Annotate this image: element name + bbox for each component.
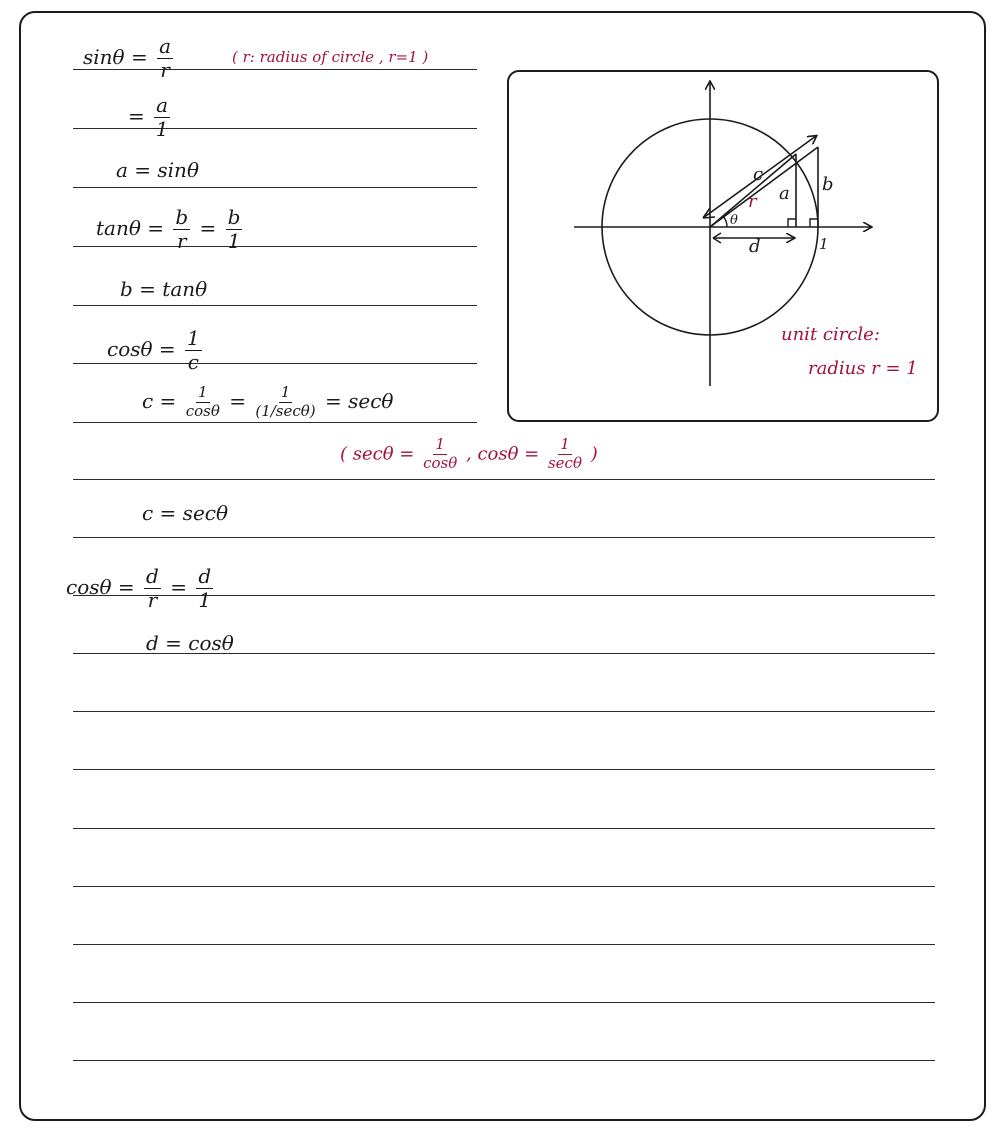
denominator: r [147,588,158,612]
ruled-line [73,537,935,538]
numerator: 1 [435,435,445,453]
note-open: ( secθ = [340,443,415,465]
result-d: d = cosθ [146,631,234,655]
label-r: r [748,191,757,212]
equals-sign: = [229,388,246,413]
equals-sign: = [199,216,217,240]
equation-cos-d [66,566,216,611]
tan-lhs: tanθ = [96,216,164,240]
fraction [186,385,220,420]
denominator: (1/secθ) [255,401,316,420]
ruled-line [73,1060,935,1061]
fraction [196,566,213,611]
denominator: 1 [198,588,212,612]
reciprocal-note [340,437,598,472]
angle-arc [723,216,727,227]
ruled-line [73,1002,935,1003]
sec-rhs: = secθ [325,388,394,413]
equation-sin [83,36,176,81]
radius-note: ( r: radius of circle , r=1 ) [232,48,429,66]
result-a: a = sinθ [116,158,199,182]
diagram-svg [509,72,941,424]
note-close: ) [590,443,598,465]
fraction [144,566,161,611]
numerator: 1 [280,383,291,401]
fraction [185,328,202,373]
equation-c-sec [142,385,393,420]
numerator: a [159,34,171,58]
cos-lhs: cosθ = [107,337,176,361]
ruled-line [73,479,935,480]
denominator: 1 [155,117,169,141]
right-angle-marker [788,219,796,227]
cos-lhs: cosθ = [66,575,135,599]
denominator: 1 [227,229,241,253]
label-theta: θ [730,213,738,228]
label-c: c [753,164,764,185]
denominator: r [176,229,187,253]
equation-sin-step [128,95,173,140]
denominator: c [187,350,199,374]
right-angle-marker [810,219,818,227]
numerator: 1 [198,383,208,401]
ruled-line [73,422,477,423]
equals-sign: = [128,104,145,128]
ruled-line [73,305,477,306]
c-lhs: c = [142,388,177,413]
caption-line-1: unit circle: [781,324,880,345]
numerator: 1 [560,435,570,453]
ruled-line [73,828,935,829]
result-c: c = secθ [142,501,229,525]
note-mid: , cosθ = [466,443,540,465]
unit-circle-diagram [507,70,939,422]
caption-line-2: radius r = 1 [808,358,918,379]
label-b: b [822,174,834,195]
ruled-line [73,944,935,945]
result-b: b = tanθ [120,277,208,301]
ruled-line [73,711,935,712]
denominator: cosθ [423,453,458,472]
numerator: d [198,564,212,588]
equals-sign: = [170,575,187,599]
ruled-line [73,769,935,770]
label-d: d [749,236,761,257]
label-a: a [779,183,790,204]
numerator: d [146,564,159,588]
numerator: b [175,205,189,229]
numerator: a [156,93,169,117]
fraction [157,36,173,81]
ruled-line [73,886,935,887]
fraction [226,207,243,252]
equation-tan [96,207,245,252]
equation-cos-c [107,328,205,373]
denominator: secθ [547,453,582,472]
ruled-line [73,187,477,188]
denominator: cosθ [185,401,220,420]
numerator: b [227,205,241,229]
numerator: 1 [187,326,200,350]
extended-line [710,147,818,227]
fraction [255,385,315,420]
sin-lhs: sinθ = [83,45,148,69]
denominator: r [160,58,170,82]
fraction [173,207,190,252]
fraction [154,95,170,140]
fraction [548,437,582,472]
label-one: 1 [819,235,829,253]
fraction [423,437,457,472]
